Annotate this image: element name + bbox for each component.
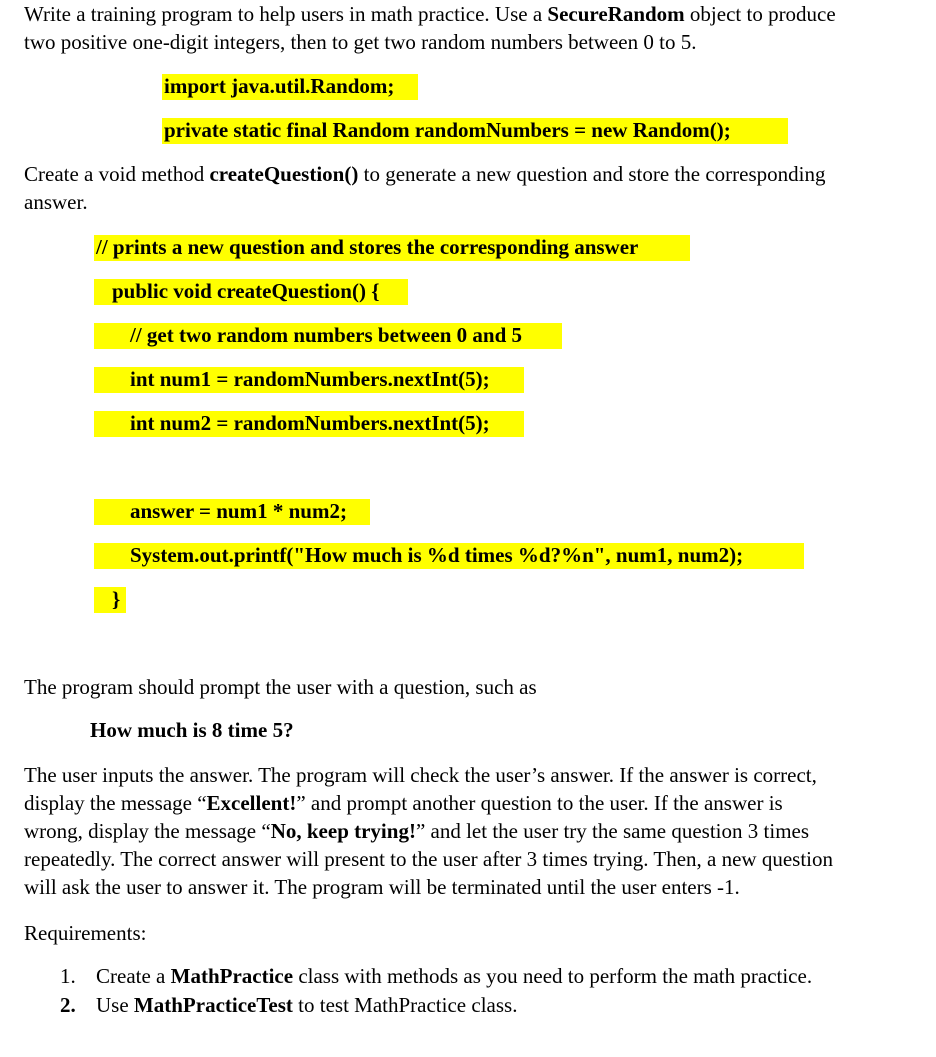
requirements-heading: Requirements: bbox=[24, 921, 147, 945]
code-comment2: // get two random numbers between 0 and 5 bbox=[130, 323, 522, 347]
method-desc-line-2: answer. bbox=[24, 190, 88, 214]
code-answer: answer = num1 * num2; bbox=[130, 499, 347, 523]
paragraph-text: ” and prompt another question to the user. If the answer is bbox=[296, 791, 783, 815]
intro-line-2: two positive one-digit integers, then to get two random numbers between 0 to 5. bbox=[24, 30, 697, 54]
highlight-close bbox=[94, 587, 126, 613]
prompt-example: How much is 8 time 5? bbox=[90, 718, 294, 742]
intro-line-1 bbox=[24, 0, 836, 28]
keep-trying-message: No, keep trying! bbox=[270, 819, 416, 843]
list-text: to test MathPractice class. bbox=[292, 993, 518, 1017]
list-text: Use bbox=[96, 993, 134, 1017]
intro-text: object to produce bbox=[684, 2, 836, 26]
code-comment1: // prints a new question and stores the corresponding answer bbox=[96, 235, 639, 259]
paragraph-text: display the message “ bbox=[24, 791, 207, 815]
code-import: import java.util.Random; bbox=[164, 74, 395, 98]
prompt-intro: The program should prompt the user with a question, such as bbox=[24, 675, 537, 699]
list-item bbox=[96, 991, 517, 1019]
paragraph-line-4: repeatedly. The correct answer will present to the user after 3 times trying. Then, a new question bbox=[24, 847, 834, 871]
paragraph-line-3 bbox=[24, 817, 809, 845]
list-text: Create a bbox=[96, 964, 171, 988]
paragraph-line-1: The user inputs the answer. The program will check the user’s answer. If the answer is correct, bbox=[24, 763, 817, 787]
paragraph-text: wrong, display the message “ bbox=[24, 819, 271, 843]
securerandom-term: SecureRandom bbox=[547, 2, 685, 26]
list-number: 2. bbox=[60, 993, 76, 1017]
intro-text: Write a training program to help users in math practice. Use a bbox=[24, 2, 548, 26]
paragraph-line-2 bbox=[24, 789, 783, 817]
paragraph-text: ” and let the user try the same question 3 times bbox=[415, 819, 810, 843]
code-close: } bbox=[112, 587, 121, 611]
method-desc-line-1 bbox=[24, 160, 825, 188]
code-printf: System.out.printf("How much is %d times %d?%n", num1, num2); bbox=[130, 543, 744, 567]
desc-text: to generate a new question and store the corresponding bbox=[358, 162, 826, 186]
list-number: 1. bbox=[60, 964, 76, 988]
method-name: createQuestion() bbox=[209, 162, 359, 186]
code-num2: int num2 = randomNumbers.nextInt(5); bbox=[130, 411, 490, 435]
list-item bbox=[96, 962, 812, 990]
code-field: private static final Random randomNumbers = new Random(); bbox=[164, 118, 731, 142]
class-name: MathPractice bbox=[170, 964, 294, 988]
code-num1: int num1 = randomNumbers.nextInt(5); bbox=[130, 367, 490, 391]
paragraph-line-5: will ask the user to answer it. The program will be terminated until the user enters -1. bbox=[24, 875, 740, 899]
desc-text: Create a void method bbox=[24, 162, 210, 186]
code-signature: public void createQuestion() { bbox=[112, 279, 380, 303]
excellent-message: Excellent! bbox=[206, 791, 297, 815]
class-name: MathPracticeTest bbox=[133, 993, 293, 1017]
list-text: class with methods as you need to perform the math practice. bbox=[293, 964, 813, 988]
